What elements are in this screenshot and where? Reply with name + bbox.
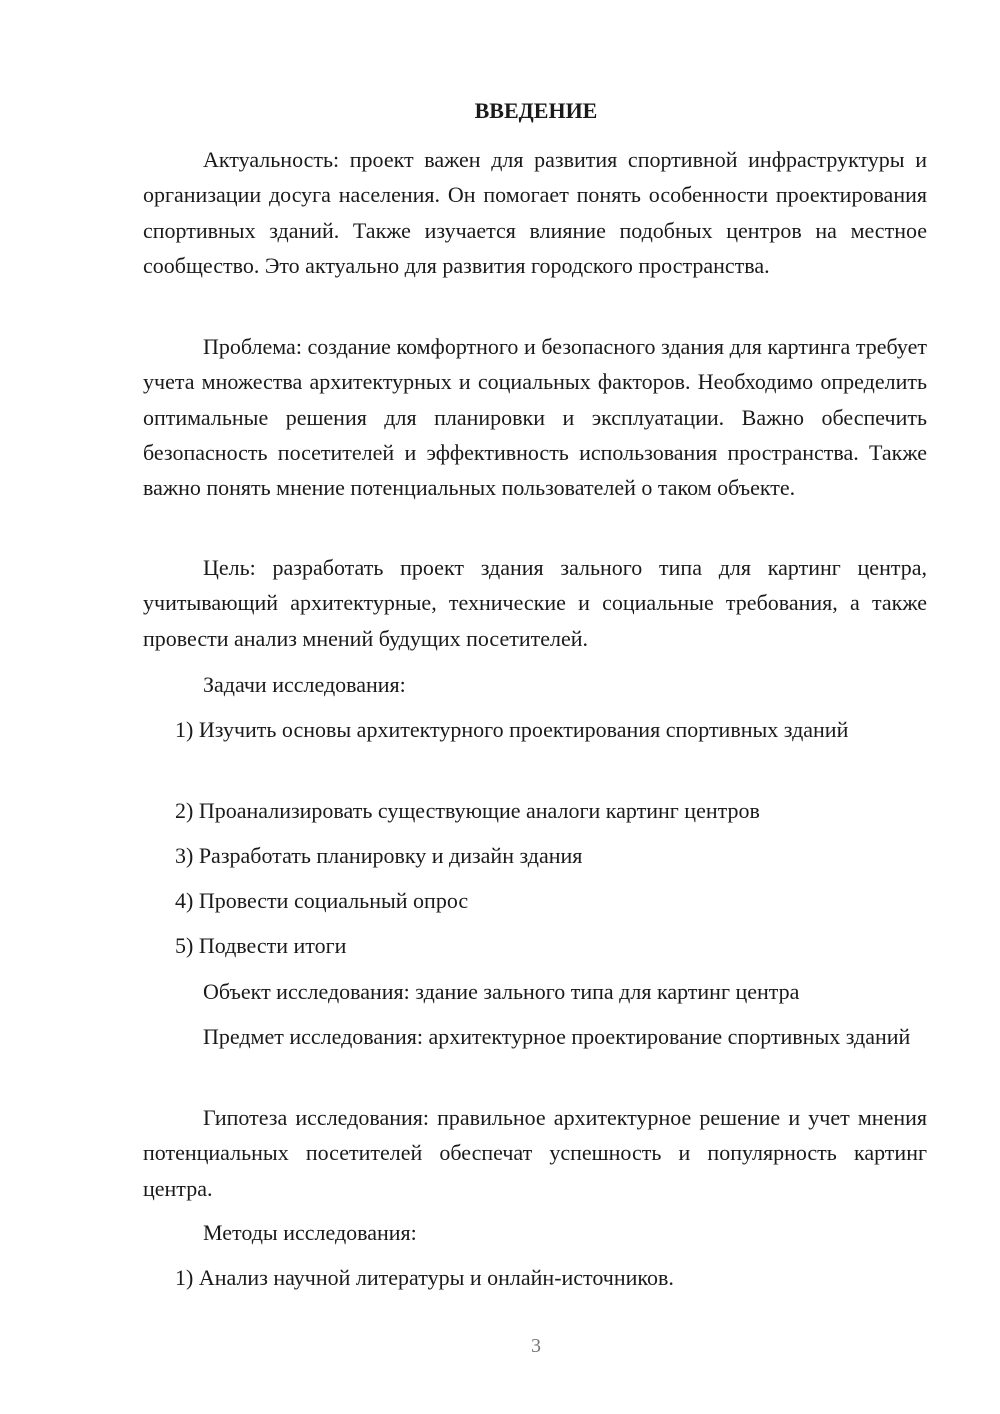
task-item: 3) Разработать планировку и дизайн здания [175,843,583,868]
subject-paragraph: Предмет исследования: архитектурное проектирование спортивных зданий [203,1024,911,1049]
methods-title: Методы исследования: [203,1220,417,1245]
relevance-paragraph: Актуальность: проект важен для развития спортивной инфраструктуры и организации досуга населения. Он помогает понять особенности проектирования спортивных зданий. Также изучается влияние подобных центров на местное сообщество. Это актуально для развития городского пространства. [143,147,927,278]
object-paragraph: Объект исследования: здание зального типа для картинг центра [203,979,800,1004]
task-item: 1) Изучить основы архитектурного проектирования спортивных зданий [175,717,849,742]
tasks-title: Задачи исследования: [203,672,406,697]
page-number: 3 [531,1335,541,1357]
method-item: 1) Анализ научной литературы и онлайн-источников. [175,1265,674,1290]
page-heading: ВВЕДЕНИЕ [474,98,598,123]
hypothesis-paragraph: Гипотеза исследования: правильное архитектурное решение и учет мнения потенциальных посетителей обеспечат успешность и популярность картинг центра. [143,1105,927,1201]
task-item: 5) Подвести итоги [175,933,347,958]
problem-paragraph: Проблема: создание комфортного и безопасного здания для картинга требует учета множества архитектурных и социальных факторов. Необходимо определить оптимальные решения для планировки и эксплуатации. Важно обеспечить безопасность посетителей и эффективность использования пространства. Также важно понять мнение потенциальных пользователей о таком объекте. [143,334,927,501]
task-item: 4) Провести социальный опрос [175,888,469,913]
task-item: 2) Проанализировать существующие аналоги картинг центров [175,798,760,823]
goal-paragraph: Цель: разработать проект здания зального типа для картинг центра, учитывающий архитектурные, технические и социальные требования, а также провести анализ мнений будущих посетителей. [143,555,927,651]
